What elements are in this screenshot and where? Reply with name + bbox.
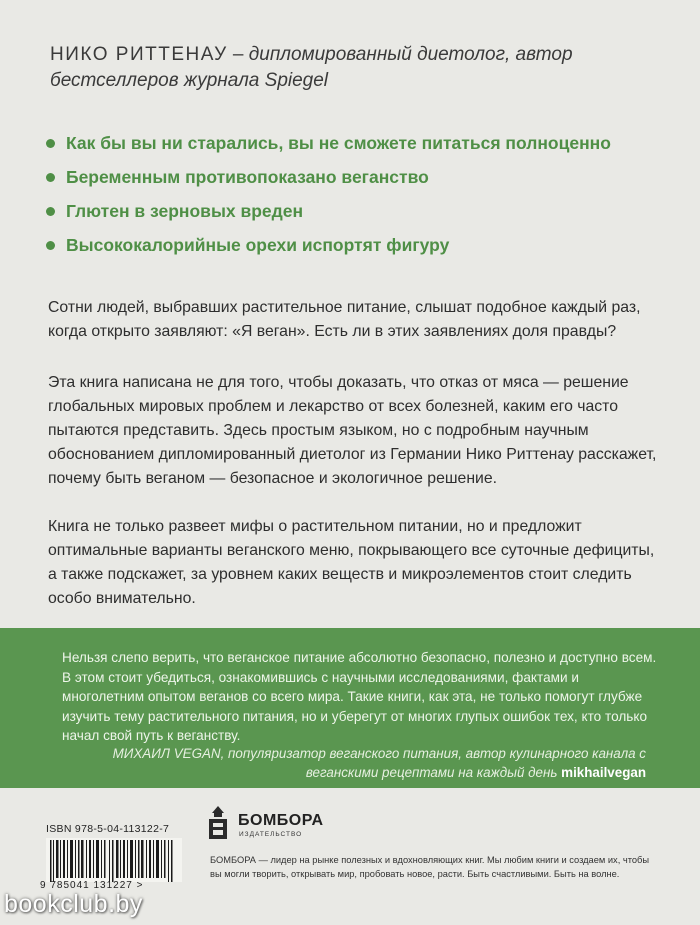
barcode-digits: 9 785041 131227 >: [40, 880, 144, 891]
bullet-dot-icon: [46, 207, 55, 216]
author-description-line2: бестселлеров журнала Spiegel: [50, 70, 329, 91]
bombora-logo-icon: [206, 805, 230, 841]
description-paragraph: Эта книга написана не для того, чтобы доказать, что отказ от мяса — решение глобальных мировых проблем и лекарство от всех болезней, каким его часто пытаются представить. Здесь простым языком, но с подробным научным обоснованием дипломированный диетолог из Германии Нико Риттенау расскажет, почему быть веганом — безопасное и экологичное решение.: [48, 374, 657, 487]
isbn-number: ISBN 978-5-04-113122-7: [46, 823, 170, 835]
myths-list: [44, 130, 674, 266]
author-description-line1: дипломированный диетолог, автор: [248, 44, 573, 65]
testimonial-quote: Нельзя слепо верить, что веганское питание абсолютно безопасно, полезно и доступно всем. В этом стоит убедиться, ознакомившись с научными исследованиями, фактами и многолетним опытом веганов со всего мира. Такие книги, как эта, не только помогут глубже изучить тему растительного питания, но и уберегут от многих глупых ошибок тех, кто только начал свой путь к веганству.: [62, 650, 657, 743]
description-paragraph: Сотни людей, выбравших растительное питание, слышат подобное каждый раз, когда открыто заявляют: «Я веган». Есть ли в этих заявлениях доля правды?: [48, 299, 641, 340]
bullet-dot-icon: [46, 241, 55, 250]
author-dash: –: [227, 44, 249, 65]
bullet-dot-icon: [46, 139, 55, 148]
publisher-subtitle: ИЗДАТЕЛЬСТВО: [239, 831, 303, 838]
testimonial-handle: mikhailvegan: [561, 765, 646, 780]
testimonial-author: МИХАИЛ VEGAN, популяризатор веганского питания, автор кулинарного канала с веганскими рецептами на каждый день: [112, 746, 646, 780]
testimonial-attribution: [80, 744, 646, 782]
bullet-dot-icon: [46, 173, 55, 182]
myth-item: Беременным противопоказано веганство: [44, 164, 674, 198]
myth-item: Как бы вы ни старались, вы не сможете питаться полноценно: [44, 130, 674, 164]
publisher-name: БОМБОРА: [238, 812, 324, 829]
myth-item: Высококалорийные орехи испортят фигуру: [44, 232, 674, 266]
barcode-icon: [46, 838, 182, 882]
author-intro: [50, 42, 660, 94]
publisher-description: БОМБОРА — лидер на рынке полезных и вдохновляющих книг. Мы любим книги и создаем их, чтобы вы могли творить, открывать мир, пробовать новое, расти. Быть счастливыми. Быть на волне.: [210, 855, 650, 879]
watermark: bookclub.by: [4, 890, 143, 918]
description-paragraph: Книга не только развеет мифы о растительном питании, но и предложит оптимальные варианты веганского меню, покрывающего все суточные дефициты, а также подскажет, за уровнем каких веществ и микроэлементов стоит следить особо внимательно.: [48, 518, 655, 607]
myth-item: Глютен в зерновых вреден: [44, 198, 674, 232]
publisher-logo: [206, 805, 326, 845]
author-name: НИКО РИТТЕНАУ: [50, 44, 228, 65]
